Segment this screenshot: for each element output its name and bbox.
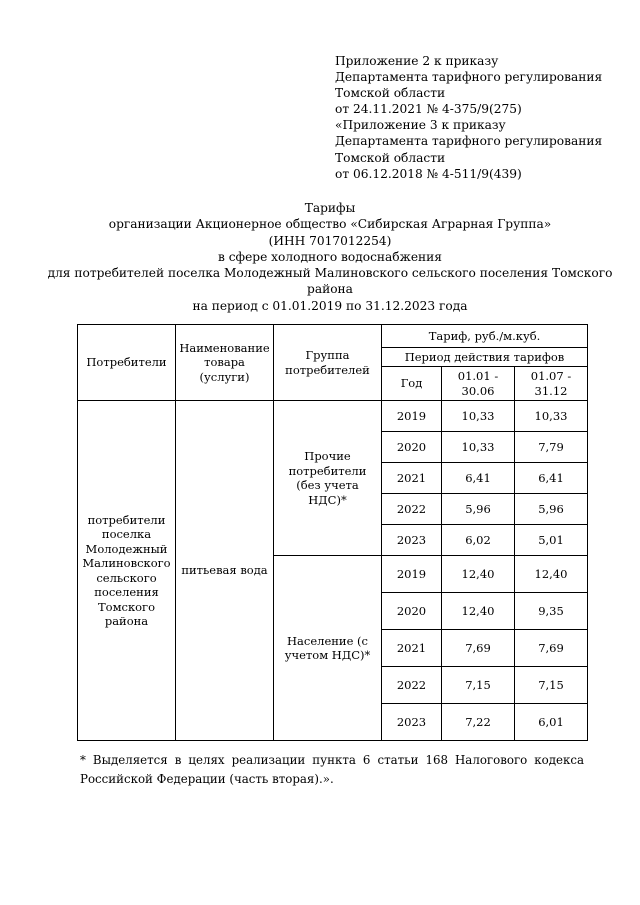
table-body xyxy=(78,401,588,741)
header-product: Наименование товара (услуги) xyxy=(176,325,274,401)
year-cell: 2023 xyxy=(382,525,442,556)
product-cell: питьевая вода xyxy=(176,401,274,741)
group-cell: Прочие потребители (без учета НДС)* xyxy=(274,401,382,556)
appendix-line: «Приложение 3 к приказу xyxy=(335,118,506,133)
header-period: Период действия тарифов xyxy=(382,348,588,367)
tariff-h2-cell: 7,79 xyxy=(515,432,588,463)
document-title xyxy=(20,200,640,314)
appendix-line: Томской области xyxy=(335,150,446,165)
table-row xyxy=(78,401,588,432)
appendix-line: Приложение 2 к приказу xyxy=(335,54,499,68)
tariff-h2-cell: 6,01 xyxy=(515,704,588,741)
appendix-line: Департамента тарифного регулирования xyxy=(335,134,603,149)
tariff-h1-cell: 12,40 xyxy=(442,556,515,593)
tariff-h1-cell: 10,33 xyxy=(442,432,515,463)
tariff-h1-cell: 6,02 xyxy=(442,525,515,556)
tariff-h1-cell: 7,15 xyxy=(442,667,515,704)
year-cell: 2020 xyxy=(382,593,442,630)
consumer-cell: потребители поселка Молодежный Малиновского сельского поселения Томского района xyxy=(78,401,176,741)
appendix-line: от 06.12.2018 № 4-511/9(439) xyxy=(335,166,522,181)
header-group: Группа потребителей xyxy=(274,325,382,401)
tariff-h2-cell: 7,69 xyxy=(515,630,588,667)
footnote: * Выделяется в целях реализации пункта 6 статьи 168 Налогового кодекса Российской Федерации (часть вторая).». xyxy=(80,753,584,786)
tariff-h2-cell: 5,96 xyxy=(515,494,588,525)
year-cell: 2019 xyxy=(382,556,442,593)
year-cell: 2021 xyxy=(382,463,442,494)
tariff-h2-cell: 10,33 xyxy=(515,401,588,432)
group-cell: Население (с учетом НДС)* xyxy=(274,556,382,741)
header-tariff: Тариф, руб./м.куб. xyxy=(382,325,588,348)
header-half1: 01.01 - 30.06 xyxy=(442,367,515,401)
year-cell: 2022 xyxy=(382,667,442,704)
tariff-h1-cell: 12,40 xyxy=(442,593,515,630)
tariff-h1-cell: 5,96 xyxy=(442,494,515,525)
header-consumers: Потребители xyxy=(78,325,176,401)
tariff-h2-cell: 9,35 xyxy=(515,593,588,630)
year-cell: 2021 xyxy=(382,630,442,667)
title-line: для потребителей поселка Молодежный Малиновского сельского поселения Томского xyxy=(47,266,613,281)
appendix-line: Томской области xyxy=(335,86,446,101)
title-line: в сфере холодного водоснабжения xyxy=(217,249,442,264)
appendix-line: Департамента тарифного регулирования xyxy=(335,70,603,85)
year-cell: 2019 xyxy=(382,401,442,432)
title-line: организации Акционерное общество «Сибирская Аграрная Группа» xyxy=(108,217,552,232)
tariff-h2-cell: 5,01 xyxy=(515,525,588,556)
title-line: района xyxy=(307,282,353,297)
tariff-h2-cell: 6,41 xyxy=(515,463,588,494)
title-line: Тарифы xyxy=(304,201,356,215)
tariff-h2-cell: 7,15 xyxy=(515,667,588,704)
title-line: (ИНН 7017012254) xyxy=(268,233,392,248)
tariff-h2-cell: 12,40 xyxy=(515,556,588,593)
tariff-table xyxy=(77,324,588,741)
year-cell: 2022 xyxy=(382,494,442,525)
year-cell: 2023 xyxy=(382,704,442,741)
tariff-h1-cell: 6,41 xyxy=(442,463,515,494)
header-half2: 01.07 - 31.12 xyxy=(515,367,588,401)
header-year: Год xyxy=(382,367,442,401)
year-cell: 2020 xyxy=(382,432,442,463)
appendix-line: от 24.11.2021 № 4-375/9(275) xyxy=(335,102,522,117)
title-line: на период с 01.01.2019 по 31.12.2023 года xyxy=(192,298,468,313)
tariff-h1-cell: 7,22 xyxy=(442,704,515,741)
tariff-h1-cell: 10,33 xyxy=(442,401,515,432)
appendix-block xyxy=(335,53,602,182)
tariff-h1-cell: 7,69 xyxy=(442,630,515,667)
